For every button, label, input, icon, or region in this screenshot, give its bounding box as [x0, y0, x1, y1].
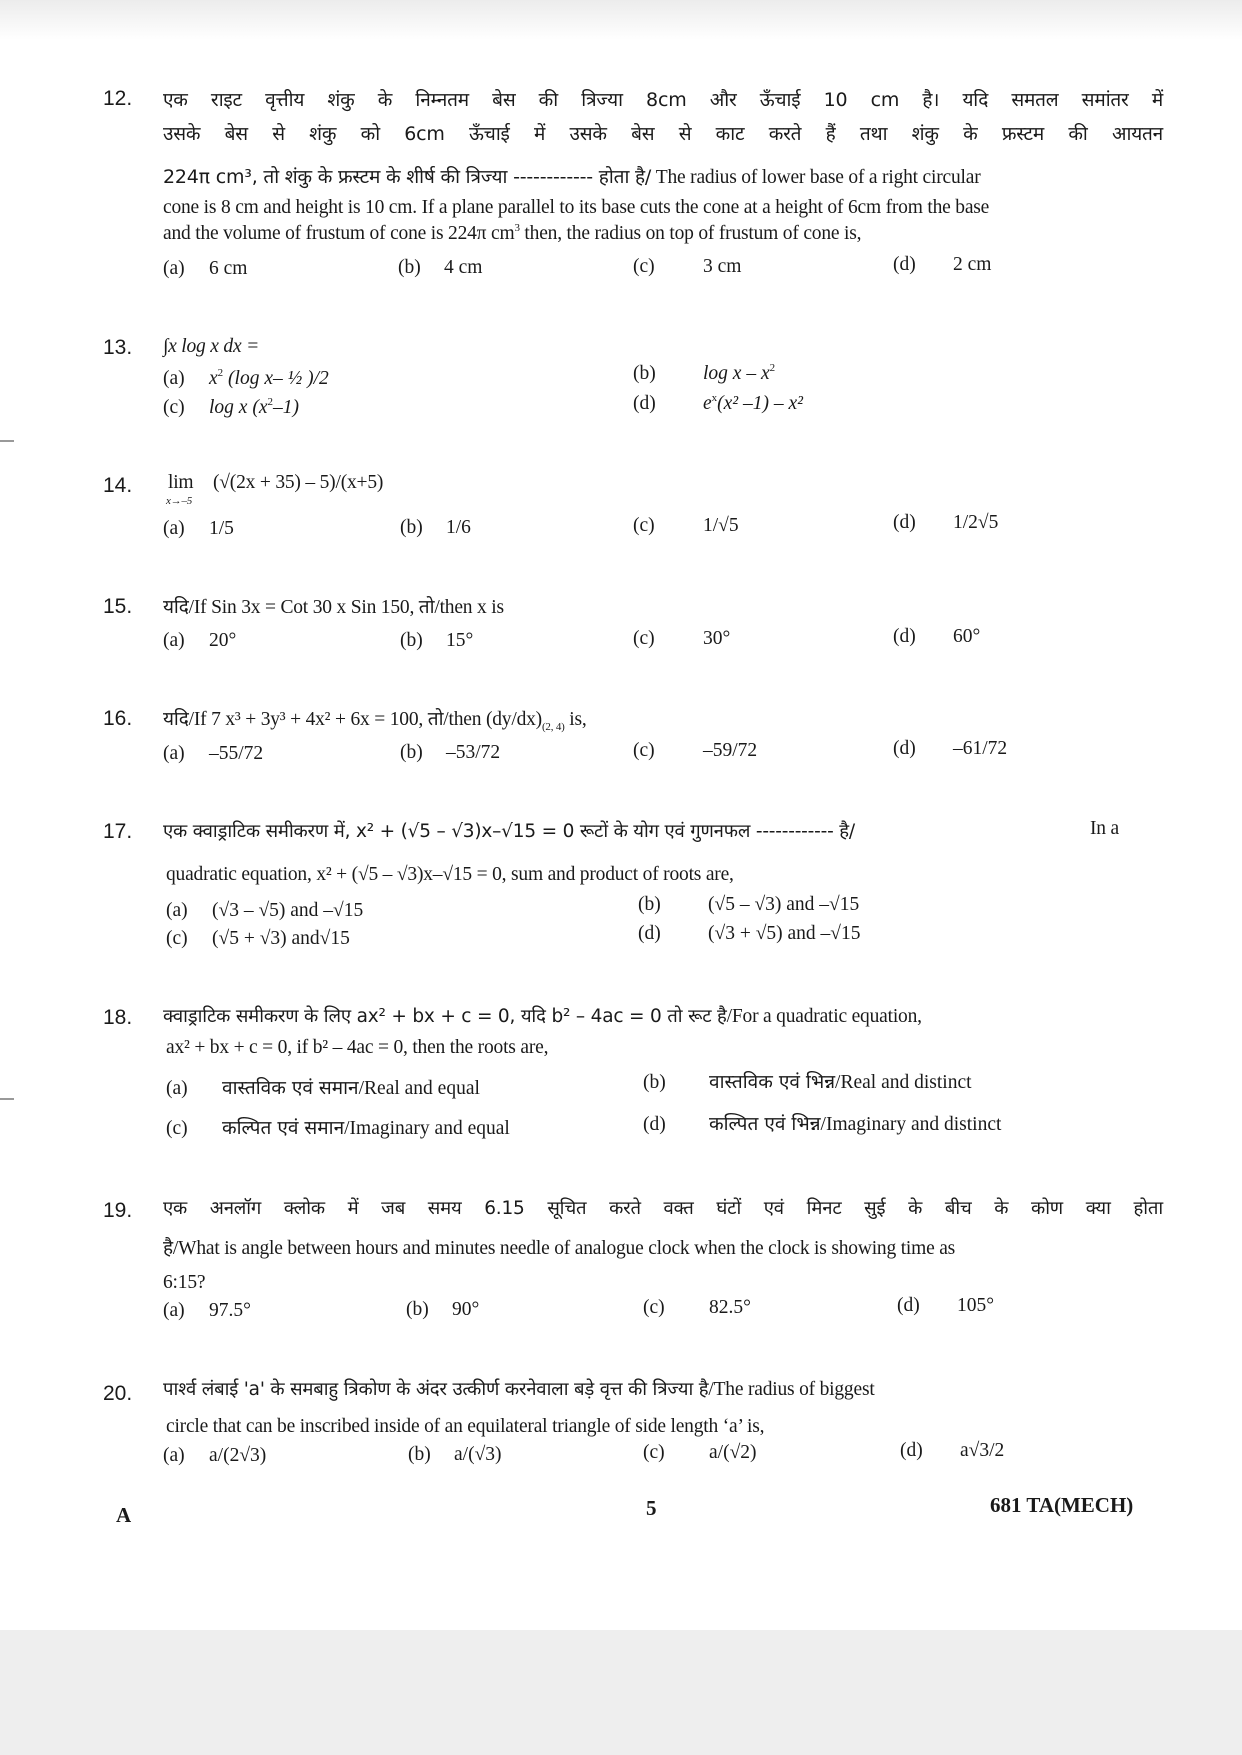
option-text: 30° [703, 628, 731, 649]
option-label: (c) [633, 740, 655, 761]
option-label: (d) [643, 1114, 666, 1135]
option-b[interactable] [400, 517, 471, 539]
option-text: a/(√3) [454, 1444, 502, 1465]
question-text-english: In a [1090, 818, 1119, 839]
option-label: (c) [633, 628, 655, 649]
question-text: (√(2x + 35) – 5)/(x+5) [213, 472, 384, 493]
option-text: –55/72 [209, 743, 264, 764]
option-b[interactable] [633, 362, 775, 385]
option-label: (a) [163, 1445, 185, 1466]
scan-edge-mark [0, 1098, 14, 1100]
option-text: (√5 – √3) and –√15 [708, 894, 860, 915]
option-text: 60° [953, 626, 981, 647]
option-text: 4 cm [444, 257, 483, 278]
question-text-english: /If 7 x³ + 3y³ + 4x² + 6x = 100, [188, 709, 428, 730]
option-b[interactable] [406, 1299, 479, 1321]
option-label: (d) [900, 1440, 923, 1461]
question-number: 12. [103, 87, 133, 110]
option-text: 20° [209, 630, 237, 651]
option-text: x [209, 368, 218, 389]
question-text-mixed [163, 163, 981, 189]
option-d[interactable] [893, 738, 1007, 760]
question-text-english: /If Sin 3x = Cot 30 x Sin 150, [188, 597, 419, 618]
subscript: (2, 4) [541, 720, 565, 733]
option-c[interactable] [166, 1114, 510, 1140]
option-label: (c) [166, 1118, 188, 1139]
question-text [163, 1003, 922, 1028]
question-text-hindi: यदि [163, 596, 189, 618]
question-text-hindi: तो [427, 708, 444, 730]
option-text: –1) [272, 397, 299, 418]
option-text-hindi: वास्तविक एवं भिन्न [709, 1071, 836, 1093]
option-text: a√3/2 [960, 1440, 1005, 1461]
option-text: (√3 – √5) and –√15 [212, 900, 364, 921]
superscript: 2 [769, 362, 776, 374]
question-text-hindi: क्वाड्राटिक समीकरण के लिए ax² + bx + c = 0, यदि b² – 4ac = 0 तो रूट है [163, 1006, 727, 1027]
question-text-english: quadratic equation, x² + (√5 – √3)x–√15 = 0, sum and product of roots are, [166, 864, 734, 885]
option-label: (a) [163, 518, 185, 539]
option-label: (c) [163, 397, 185, 418]
option-label: (a) [163, 258, 185, 279]
option-label: (a) [163, 368, 185, 389]
option-text-hindi: वास्तविक एवं समान [222, 1077, 359, 1099]
question-text-hindi: एक राइट वृत्तीय शंकु के निम्नतम बेस की त्रिज्या 8cm और ऊँचाई 10 cm है। यदि समतल समांतर में [163, 89, 1163, 111]
option-label: (c) [633, 256, 655, 277]
question-number: 19. [103, 1199, 133, 1222]
question-text-part: then, the radius on top of frustum of cone is, [519, 223, 862, 244]
option-text: 15° [446, 630, 474, 651]
question-text-english: is, [564, 709, 587, 730]
question-text [163, 1376, 875, 1401]
option-text: a/(2√3) [209, 1445, 267, 1466]
option-text-hindi: कल्पित एवं भिन्न [709, 1113, 821, 1135]
question-text: ∫x log x dx = [163, 336, 260, 357]
option-text: a/(√2) [709, 1442, 757, 1463]
question-text-english: circle that can be inscribed inside of an equilateral triangle of side length ‘a’ is, [166, 1416, 765, 1437]
question-text-hindi: एक अनलॉग क्लोक में जब समय 6.15 सूचित करते वक्त घंटों एवं मिनट सुई के बीच के कोण क्या होता [163, 1198, 1163, 1219]
option-label: (a) [163, 630, 185, 651]
option-text: 3 cm [703, 256, 742, 277]
scan-edge-mark [0, 440, 14, 442]
option-text-english: /Imaginary and distinct [820, 1114, 1002, 1135]
option-d[interactable] [638, 923, 861, 945]
option-label: (d) [897, 1295, 920, 1316]
option-c[interactable] [633, 256, 741, 278]
question-text-hindi: यदि [163, 708, 189, 730]
option-b[interactable] [398, 257, 482, 279]
question-number: 20. [103, 1382, 133, 1405]
option-text: e [703, 393, 712, 414]
question-text-hindi: है [163, 1237, 173, 1259]
option-d[interactable] [893, 626, 980, 648]
option-text: 82.5° [709, 1297, 751, 1318]
option-text: (x² –1) – x² [717, 393, 804, 414]
option-text: 2 cm [953, 254, 992, 275]
option-label: (b) [406, 1299, 429, 1320]
option-label: (d) [893, 738, 916, 759]
option-d[interactable] [643, 1110, 1001, 1136]
option-text: (log x– ½ )/2 [223, 368, 329, 389]
option-b[interactable] [638, 894, 859, 916]
option-label: (d) [893, 512, 916, 533]
option-label: (a) [163, 743, 185, 764]
option-d[interactable] [897, 1295, 994, 1317]
option-text-english: /Real and distinct [835, 1072, 972, 1093]
option-label: (b) [643, 1072, 666, 1093]
option-c[interactable] [633, 628, 730, 650]
option-text: –53/72 [446, 742, 501, 763]
question-text-hindi: तो [418, 596, 435, 618]
question-text-english: /What is angle between hours and minutes needle of analogue clock when the clock is showing time as [172, 1238, 956, 1259]
option-d[interactable] [893, 512, 998, 534]
option-text-english: /Imaginary and equal [344, 1118, 510, 1139]
limit-subscript: x→–5 [166, 495, 193, 507]
footer-page-number: 5 [646, 1496, 657, 1520]
option-text-english: /Real and equal [358, 1078, 480, 1099]
question-text-english: /For a quadratic equation, [726, 1006, 922, 1027]
scan-bottom-margin [0, 1630, 1242, 1755]
question-text [163, 1234, 955, 1260]
option-a[interactable] [166, 900, 363, 922]
option-text: log x – x [703, 363, 770, 384]
option-text: 1/5 [209, 518, 234, 539]
superscript: 2 [217, 367, 224, 379]
question-text [163, 705, 587, 733]
question-text [163, 593, 504, 619]
option-label: (a) [166, 900, 188, 921]
option-text: 90° [452, 1299, 480, 1320]
option-text: 97.5° [209, 1300, 251, 1321]
option-a[interactable] [163, 518, 234, 540]
option-a[interactable] [163, 1445, 266, 1467]
question-text-english: cone is 8 cm and height is 10 cm. If a plane parallel to its base cuts the cone at a height of 6cm from the base [163, 197, 990, 218]
option-a[interactable] [163, 367, 329, 390]
question-text-english: ax² + bx + c = 0, if b² – 4ac = 0, then the roots are, [166, 1037, 549, 1058]
option-a[interactable] [166, 1074, 480, 1100]
footer-paper-code: 681 TA(MECH) [990, 1493, 1134, 1517]
question-text-english: /then (dy/dx) [443, 709, 542, 730]
question-text-hindi: उसके बेस से शंकु को 6cm ऊँचाई में उसके बेस से काट करते हैं तथा शंकु के फ्रस्टम की आयतन [163, 123, 1163, 145]
option-a[interactable] [163, 630, 236, 652]
option-b[interactable] [408, 1444, 502, 1466]
option-b[interactable] [400, 630, 473, 652]
option-label: (a) [166, 1078, 188, 1099]
question-text-english: The radius of lower base of a right circular [651, 167, 981, 188]
option-a[interactable] [163, 1300, 251, 1322]
option-label: (a) [163, 1300, 185, 1321]
option-text: 6 cm [209, 258, 248, 279]
question-text-english: /The radius of biggest [708, 1379, 875, 1400]
option-label: (c) [643, 1442, 665, 1463]
option-text: 1/√5 [703, 515, 739, 536]
option-label: (b) [638, 894, 661, 915]
question-number: 14. [103, 474, 133, 497]
option-label: (b) [408, 1444, 431, 1465]
question-text-hindi: एक क्वाड्राटिक समीकरण में, x² + (√5 – √3)x–√15 = 0 रूटों के योग एवं गुणनफल ------------ है/ [163, 821, 855, 842]
question-number: 16. [103, 707, 133, 730]
question-text-part: and the volume of frustum of cone is 224π cm [163, 223, 515, 244]
option-label: (d) [638, 923, 661, 944]
option-d[interactable] [633, 392, 803, 415]
option-text: (√3 + √5) and –√15 [708, 923, 861, 944]
option-text: 105° [957, 1295, 995, 1316]
option-text: –61/72 [953, 738, 1008, 759]
footer-set-label: A [116, 1503, 132, 1527]
option-label: (c) [643, 1297, 665, 1318]
option-b[interactable] [643, 1068, 972, 1094]
question-text-english: 6:15? [163, 1272, 206, 1293]
question-number: 13. [103, 336, 133, 359]
option-label: (b) [400, 630, 423, 651]
option-label: (d) [893, 626, 916, 647]
option-c[interactable] [643, 1442, 757, 1464]
option-c[interactable] [633, 740, 757, 762]
superscript: 3 [514, 222, 520, 234]
option-c[interactable] [643, 1297, 751, 1319]
superscript: x [711, 392, 718, 404]
limit-symbol: lim [168, 472, 194, 493]
question-text-hindi: 224π cm³, तो शंकु के फ्रस्टम के शीर्ष की त्रिज्या ------------ होता है/ [163, 166, 652, 188]
option-c[interactable] [166, 928, 350, 950]
question-number: 18. [103, 1006, 133, 1029]
question-text-english [163, 222, 861, 245]
option-text: log x (x [209, 397, 268, 418]
question-number: 15. [103, 595, 133, 618]
option-label: (c) [166, 928, 188, 949]
option-label: (c) [633, 515, 655, 536]
option-label: (d) [893, 254, 916, 275]
question-number: 17. [103, 820, 133, 843]
option-text: (√5 + √3) and√15 [212, 928, 350, 949]
option-b[interactable] [400, 742, 500, 764]
question-text-hindi: पार्श्व लंबाई 'a' के समबाहु त्रिकोण के अंदर उत्कीर्ण करनेवाला बड़े वृत्त की त्रिज्या है [163, 1379, 709, 1400]
option-c[interactable] [633, 515, 739, 537]
option-label: (b) [400, 517, 423, 538]
option-d[interactable] [900, 1440, 1004, 1462]
option-c[interactable] [163, 396, 299, 419]
superscript: 2 [267, 396, 273, 408]
option-label: (d) [633, 393, 656, 414]
option-label: (b) [398, 257, 421, 278]
option-text: 1/6 [446, 517, 471, 538]
question-text-english: /then x is [434, 597, 504, 618]
option-text: 1/2√5 [953, 512, 999, 533]
option-d[interactable] [893, 254, 991, 276]
option-text: –59/72 [703, 740, 758, 761]
option-label: (b) [400, 742, 423, 763]
option-a[interactable] [163, 743, 263, 765]
option-label: (b) [633, 363, 656, 384]
option-a[interactable] [163, 258, 247, 280]
option-text-hindi: कल्पित एवं समान [222, 1117, 345, 1139]
